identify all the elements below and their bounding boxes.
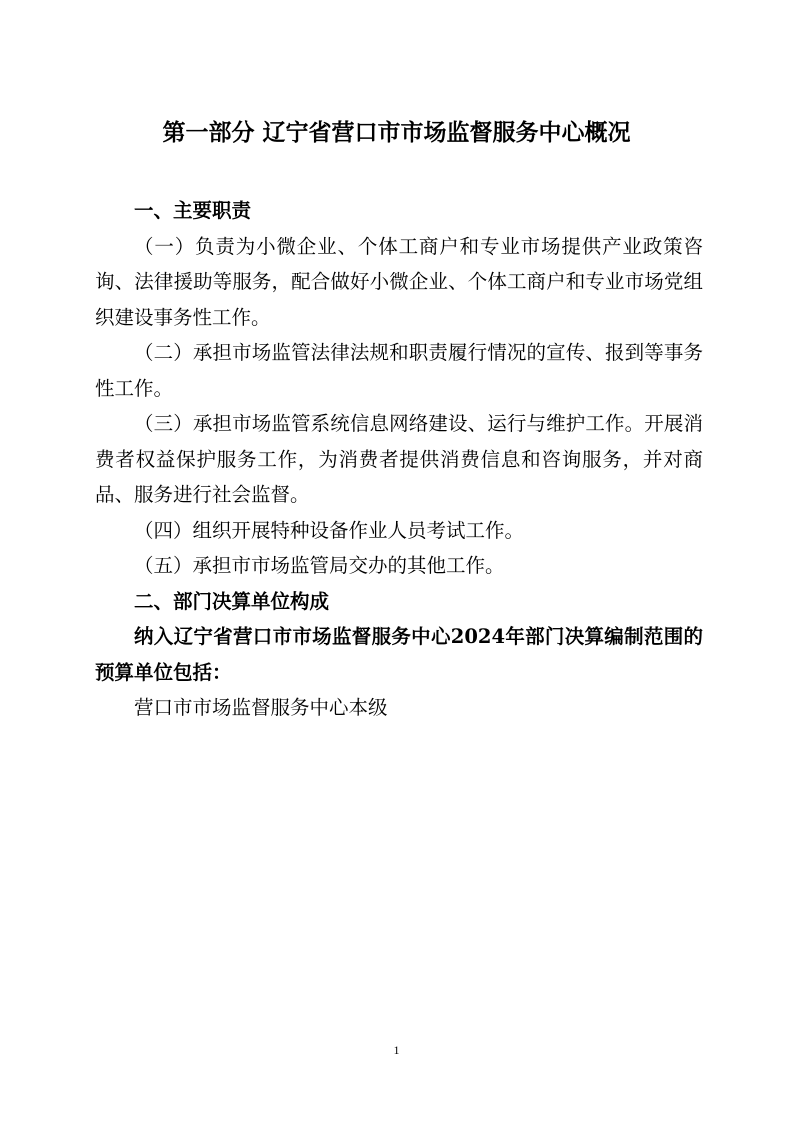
unit-scope-paragraph: 纳入辽宁省营口市市场监督服务中心2024年部门决算编制范围的预算单位包括：: [95, 625, 703, 684]
section-heading-main-duties: 一、主要职责: [134, 199, 252, 222]
unit-list-item: 营口市市场监督服务中心本级: [134, 696, 388, 719]
document-body: [95, 193, 703, 726]
duty-paragraph-5: （五）承担市市场监管局交办的其他工作。: [134, 554, 505, 577]
section-heading-unit-composition: 二、部门决算单位构成: [134, 589, 330, 613]
duty-paragraph-3: （三）承担市场监管系统信息网络建设、运行与维护工作。开展消费者权益保护服务工作，为消费者提供消费信息和咨询服务，并对商品、服务进行社会监督。: [95, 412, 703, 506]
duty-paragraph-1: （一）负责为小微企业、个体工商户和专业市场提供产业政策咨询、法律援助等服务，配合做好小微企业、个体工商户和专业市场党组织建设事务性工作。: [95, 234, 703, 329]
duty-paragraph-4: （四）组织开展特种设备作业人员考试工作。: [134, 518, 525, 542]
page-number: 1: [393, 1043, 400, 1057]
page-title: 第一部分 辽宁省营口市市场监督服务中心概况: [162, 120, 631, 146]
duty-paragraph-2: （二）承担市场监管法律法规和职责履行情况的宣传、报到等事务性工作。: [95, 341, 703, 400]
